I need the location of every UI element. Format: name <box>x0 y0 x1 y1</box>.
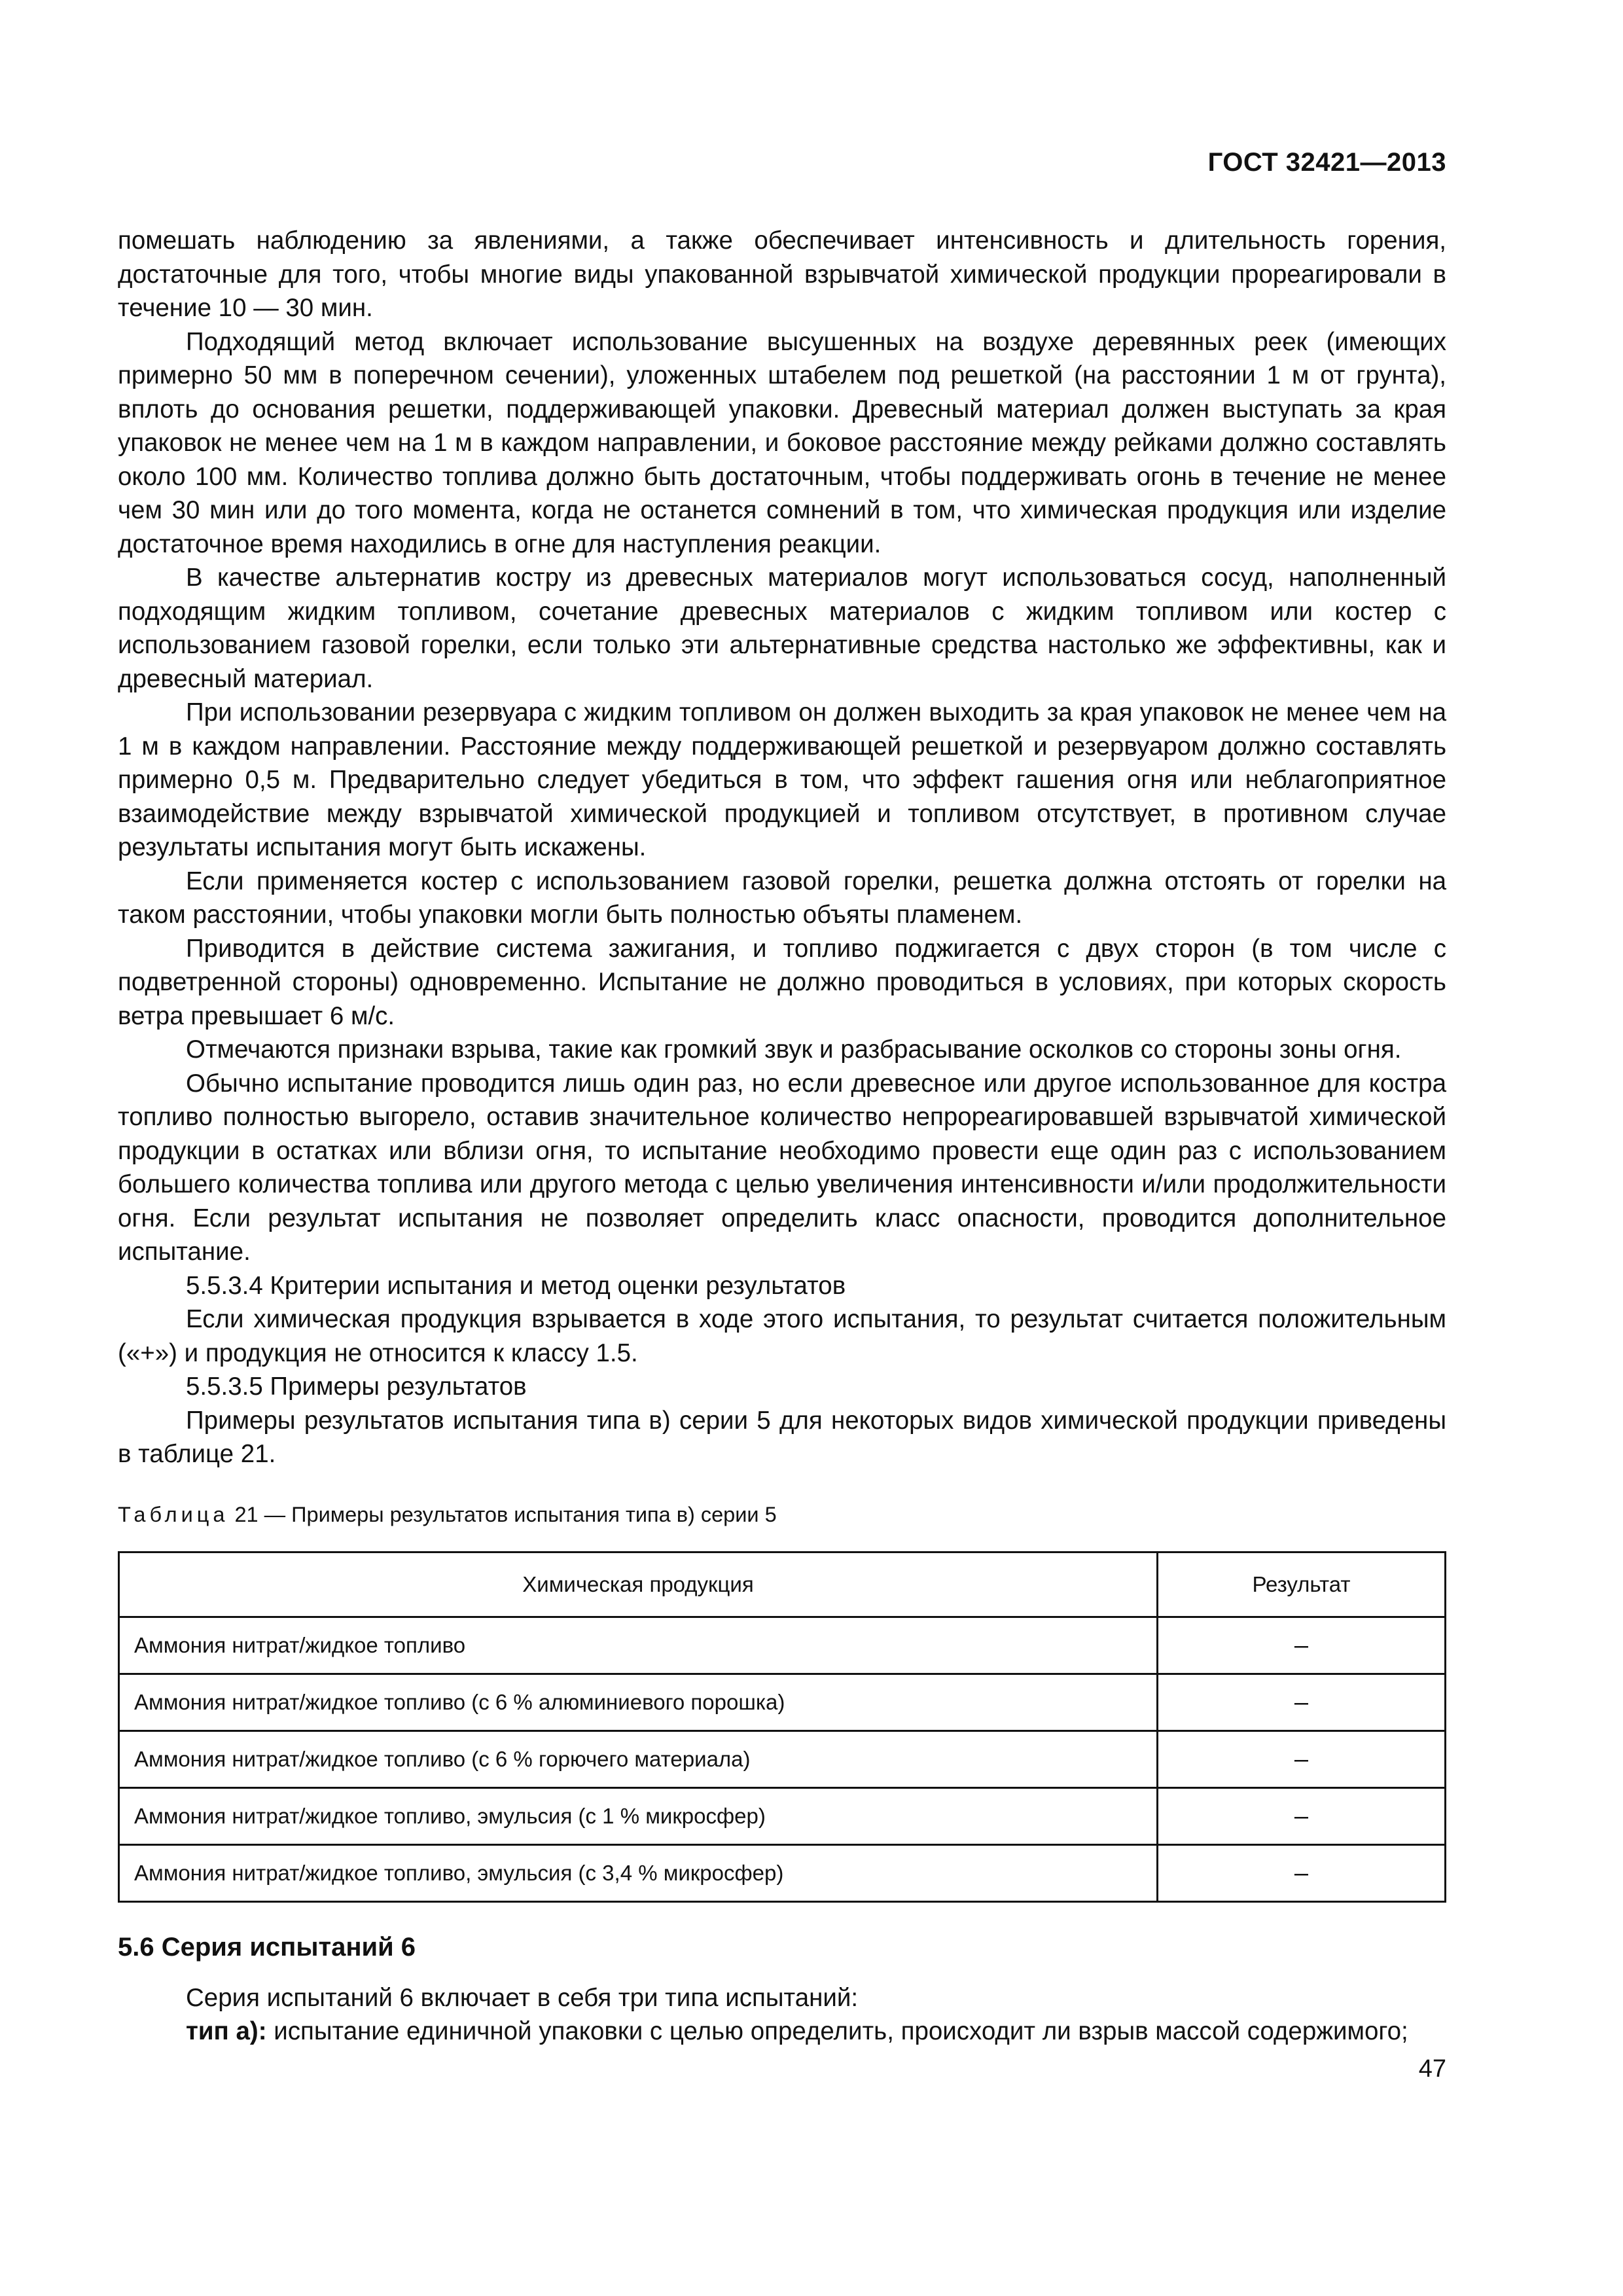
table-caption-prefix: Таблица <box>118 1502 229 1526</box>
table-row <box>119 1787 1446 1844</box>
table-body <box>119 1617 1446 1901</box>
type-a-label: тип а): <box>186 2017 267 2045</box>
column-header-product: Химическая продукция <box>119 1552 1158 1617</box>
paragraph: В качестве альтернатив костру из древесных материалов могут использоваться сосуд, наполненный подходящим жидким топливом, сочетание древесных материалов с жидким топливом или костер с использованием газовой горелки, если только эти альтернативные средства настолько же эффективны, как и древесный материал. <box>118 564 1446 693</box>
body-text <box>118 224 1446 1471</box>
paragraph: 5.5.3.4 Критерии испытания и метод оценки результатов <box>186 1271 846 1300</box>
paragraph: Если химическая продукция взрывается в ходе этого испытания, то результат считается положительным («+») и продукция не относится к классу 1.5. <box>118 1305 1446 1367</box>
paragraph: При использовании резервуара с жидким топливом он должен выходить за края упаковок не менее чем на 1 м в каждом направлении. Расстояние между поддерживающей решеткой и резервуаром должно составлять примерно 0,5 м. Предварительно следует убедиться в том, что эффект гашения огня или неблагоприятное взаимодействие между взрывчатой химической продукцией и топливом отсутствует, в противном случае результаты испытания могут быть искажены. <box>118 698 1446 861</box>
cell-result: – <box>1158 1844 1446 1901</box>
paragraph: Обычно испытание проводится лишь один раз, но если древесное или другое использованное для костра топливо полностью выгорело, оставив значительное количество непрореагировавшей взрывчатой химической продукции в остатках или вблизи огня, то испытание необходимо провести еще один раз с использованием большего количества топлива или другого метода с целью увеличения интенсивности и/или продолжительности огня. Если результат испытания не позволяет определить класс опасности, проводится дополнительное испытание. <box>118 1069 1446 1266</box>
table-row <box>119 1674 1446 1731</box>
cell-result: – <box>1158 1787 1446 1844</box>
paragraph: Если применяется костер с использованием газовой горелки, решетка должна отстоять от горелки на таком расстоянии, чтобы упаковки могли быть полностью объяты пламенем. <box>118 867 1446 929</box>
cell-result: – <box>1158 1617 1446 1674</box>
table-caption-title: 21 — Примеры результатов испытания типа в) серии 5 <box>228 1502 777 1526</box>
table-header-row <box>119 1552 1446 1617</box>
paragraph: Подходящий метод включает использование высушенных на воздухе деревянных реек (имеющих примерно 50 мм в поперечном сечении), уложенных штабелем под решеткой (на расстоянии 1 м от грунта), вплоть до основания решетки, поддерживающей упаковки. Древесный материал должен выступать за края упаковок не менее чем на 1 м в каждом направлении, и боковое расстояние между рейками должно составлять около 100 мм. Количество топлива должно быть достаточным, чтобы поддерживать огонь в течение не менее чем 30 мин или до того момента, когда не останется сомнений в том, что химическая продукция или изделие достаточное время находились в огне для наступления реакции. <box>118 327 1446 558</box>
table-row <box>119 1617 1446 1674</box>
cell-product: Аммония нитрат/жидкое топливо <box>119 1617 1158 1674</box>
cell-product: Аммония нитрат/жидкое топливо, эмульсия (с 3,4 % микросфер) <box>119 1844 1158 1901</box>
results-table <box>118 1551 1446 1903</box>
column-header-result: Результат <box>1158 1552 1446 1617</box>
paragraph: 5.5.3.5 Примеры результатов <box>186 1372 527 1401</box>
paragraph: Отмечаются признаки взрыва, такие как громкий звук и разбрасывание осколков со стороны зоны огня. <box>186 1035 1402 1064</box>
cell-result: – <box>1158 1674 1446 1731</box>
type-a-text: испытание единичной упаковки с целью определить, происходит ли взрыв массой содержимого; <box>266 2017 1408 2045</box>
section-intro: Серия испытаний 6 включает в себя три типа испытаний: <box>186 1983 859 2012</box>
page-number: 47 <box>1418 2055 1446 2083</box>
paragraph: Приводится в действие система зажигания, и топливо поджигается с двух сторон (в том числе с подветренной стороны) одновременно. Испытание не должно проводиться в условиях, при которых скорость ветра превышает 6 м/с. <box>118 934 1446 1030</box>
page-content <box>118 224 1446 2049</box>
table-row <box>119 1844 1446 1901</box>
cell-product: Аммония нитрат/жидкое топливо (с 6 % алюминиевого порошка) <box>119 1674 1158 1731</box>
table-caption <box>118 1500 1446 1529</box>
paragraph: помешать наблюдению за явлениями, а также обеспечивает интенсивность и длительность горения, достаточные для того, чтобы многие виды упакованной взрывчатой химической продукции прореагировали в течение 10 — 30 мин. <box>118 226 1446 322</box>
cell-product: Аммония нитрат/жидкое топливо (с 6 % горючего материала) <box>119 1731 1158 1787</box>
paragraph: Примеры результатов испытания типа в) серии 5 для некоторых видов химической продукции приведены в таблице 21. <box>118 1406 1446 1468</box>
section-type-a <box>118 2015 1446 2049</box>
section-title: 5.6 Серия испытаний 6 <box>118 1932 416 1962</box>
cell-result: – <box>1158 1731 1446 1787</box>
table-row <box>119 1731 1446 1787</box>
cell-product: Аммония нитрат/жидкое топливо, эмульсия (с 1 % микросфер) <box>119 1787 1158 1844</box>
document-code: ГОСТ 32421—2013 <box>1207 148 1446 177</box>
